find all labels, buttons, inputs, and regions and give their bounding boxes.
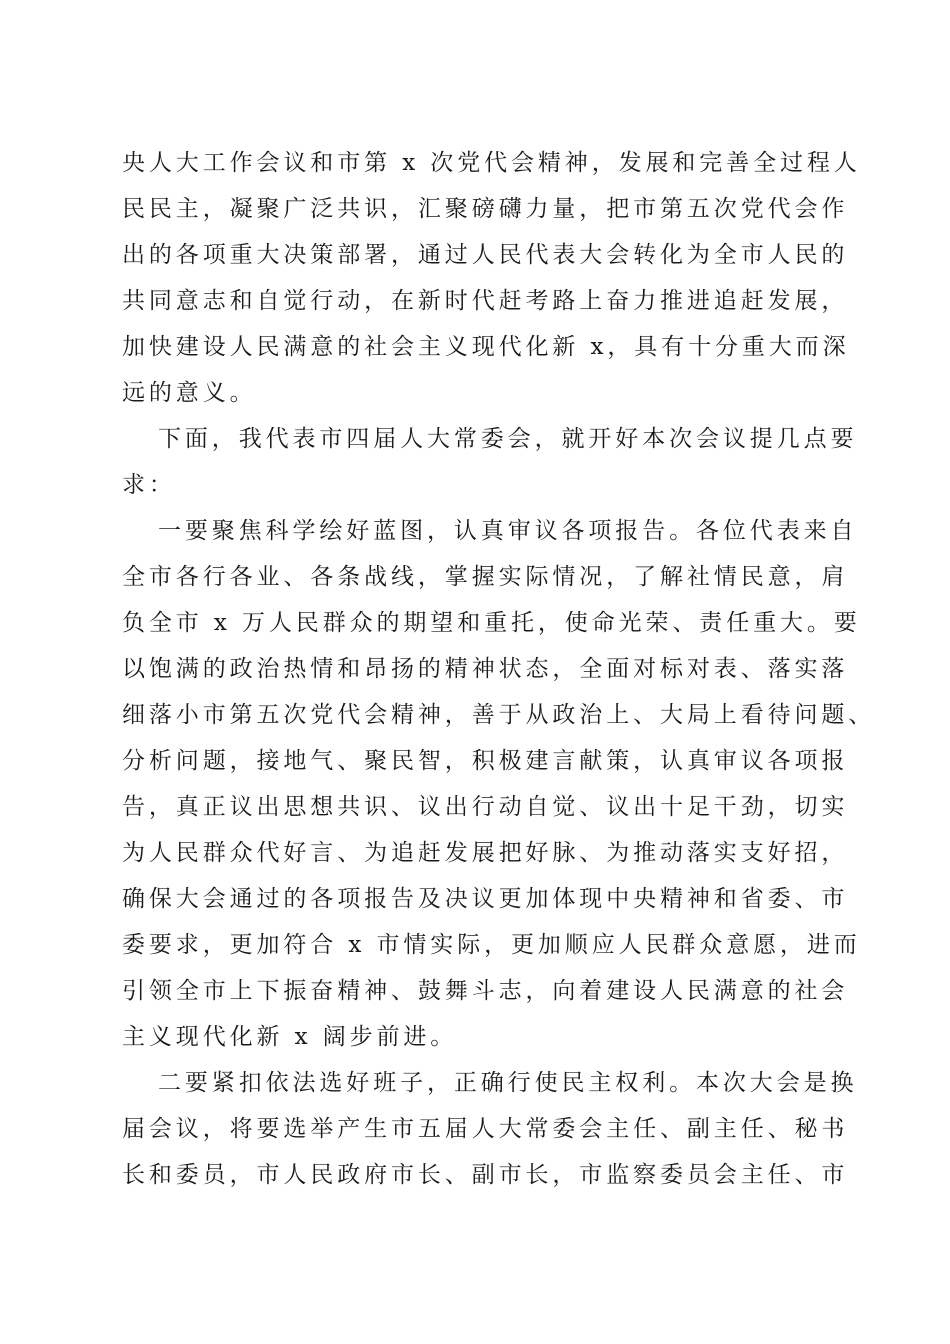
paragraph-first-line: 二要紧扣依法选好班子，正确行使民主权利。本次大会是换	[158, 1070, 858, 1096]
text-line: 长和委员，市人民政府市长、副市长，市监察委员会主任、市	[122, 1162, 849, 1188]
paragraph-first-line: 下面，我代表市四届人大常委会，就开好本次会议提几点要	[158, 426, 858, 452]
text-line: 告，真正议出思想共识、议出行动自觉、议出十足干劲，切实	[122, 794, 849, 820]
text-line: 出的各项重大决策部署，通过人民代表大会转化为全市人民的	[122, 242, 849, 268]
text-line: 求：	[122, 472, 176, 498]
text-line: 全市各行各业、各条战线，掌握实际情况，了解社情民意，肩	[122, 564, 849, 590]
text-line: 届会议，将要选举产生市五届人大常委会主任、副主任、秘书	[122, 1116, 849, 1142]
text-line: 分析问题，接地气、聚民智，积极建言献策，认真审议各项报	[122, 748, 849, 774]
text-line: 加快建设人民满意的社会主义现代化新 x，具有十分重大而深	[122, 334, 850, 360]
text-line: 央人大工作会议和市第 x 次党代会精神，发展和完善全过程人	[122, 150, 861, 176]
text-line: 委要求，更加符合 x 市情实际，更加顺应人民群众意愿，进而	[122, 932, 861, 958]
paragraph-first-line: 一要聚焦科学绘好蓝图，认真审议各项报告。各位代表来自	[158, 518, 858, 544]
text-line: 负全市 x 万人民群众的期望和重托，使命光荣、责任重大。要	[122, 610, 861, 636]
text-line: 远的意义。	[122, 380, 257, 406]
text-line: 细落小市第五次党代会精神，善于从政治上、大局上看待问题、	[122, 702, 876, 728]
text-line: 主义现代化新 x 阔步前进。	[122, 1024, 458, 1050]
text-line: 确保大会通过的各项报告及决议更加体现中央精神和省委、市	[122, 886, 849, 912]
text-line: 共同意志和自觉行动，在新时代赶考路上奋力推进追赶发展，	[122, 288, 849, 314]
text-line: 民民主，凝聚广泛共识，汇聚磅礴力量，把市第五次党代会作	[122, 196, 849, 222]
text-line: 为人民群众代好言、为追赶发展把好脉、为推动落实支好招，	[122, 840, 849, 866]
text-line: 以饱满的政治热情和昂扬的精神状态，全面对标对表、落实落	[122, 656, 849, 682]
text-line: 引领全市上下振奋精神、鼓舞斗志，向着建设人民满意的社会	[122, 978, 849, 1004]
